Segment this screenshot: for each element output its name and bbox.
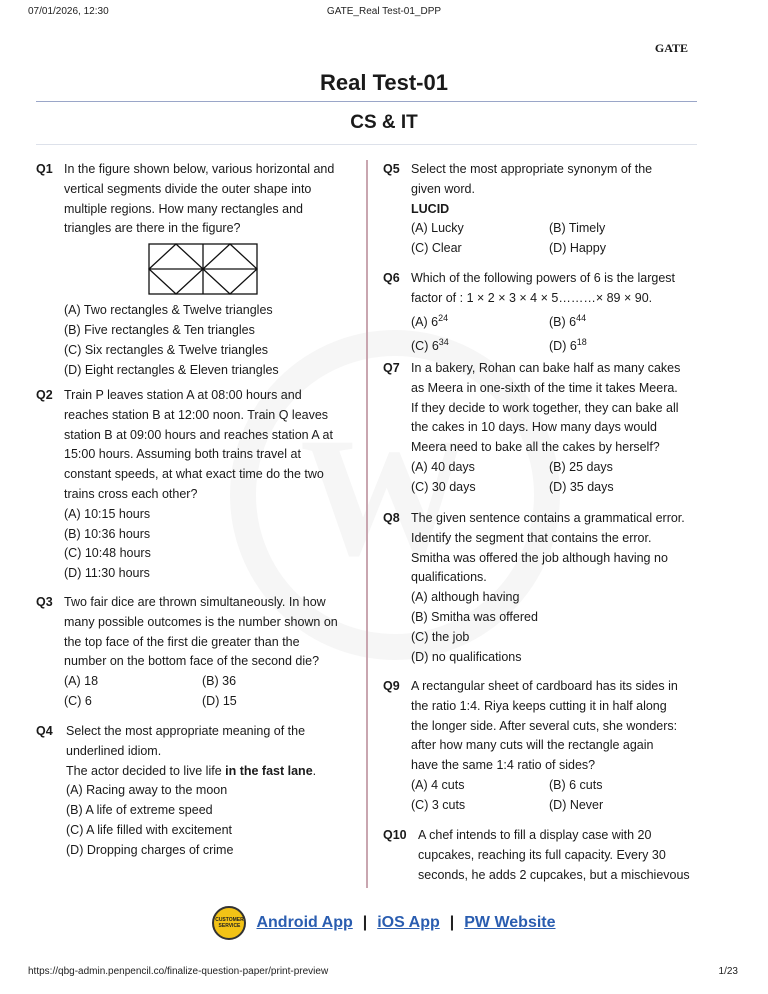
question-text-line: the top face of the first die greater than the — [64, 634, 300, 649]
question-text-line: many possible outcomes is the number shown on — [64, 614, 338, 629]
option: (D) Happy — [549, 241, 606, 256]
question-text-line: as Meera in one-sixth of the time it takes Meera. — [411, 380, 678, 395]
option: (A) although having — [411, 590, 520, 605]
page-subtitle: CS & IT — [350, 112, 418, 133]
question-text-line: constant speeds, at what exact time do the two — [64, 467, 324, 482]
ios-app-link[interactable]: iOS App — [377, 914, 440, 931]
option: (D) 15 — [202, 693, 237, 708]
sentence-text: The actor decided to live life — [66, 763, 226, 778]
question-text-line: factor of : 1 × 2 × 3 × 4 × 5………× 89 × 90. — [411, 290, 653, 305]
question-text-line: multiple regions. How many rectangles and — [64, 201, 304, 216]
question-number: Q10 — [383, 828, 407, 842]
option: (A) Racing away to the moon — [66, 783, 228, 798]
option-exponent: 18 — [576, 336, 587, 347]
question-text-line: Select the most appropriate synonym of the — [411, 162, 653, 176]
question-text-line: triangles are there in the figure? — [64, 221, 241, 236]
question-number: Q2 — [36, 388, 53, 402]
option — [549, 333, 649, 357]
option: (D) Dropping charges of crime — [66, 842, 234, 857]
pw-website-link[interactable]: PW Website — [464, 914, 556, 931]
question-text-line: station B at 09:00 hours and reaches station A at — [64, 427, 333, 442]
option: (B) 10:36 hours — [64, 526, 151, 541]
option: (C) the job — [411, 629, 470, 644]
option: (D) no qualifications — [411, 649, 522, 664]
column-divider — [366, 160, 368, 888]
question-text-line: Meera need to bake all the cakes by herself? — [411, 440, 660, 455]
question-text-line: seconds, he adds 2 cupcakes, but a mischievous — [418, 867, 690, 882]
option: (B) 36 — [202, 674, 237, 689]
question-text-line: trains cross each other? — [64, 486, 198, 501]
rectangle-triangle-figure — [148, 243, 258, 295]
question-number: Q4 — [36, 724, 53, 738]
title-divider — [36, 101, 697, 102]
option: (D) 35 days — [549, 479, 614, 494]
option-label: (C) 6 — [411, 338, 439, 353]
print-url: https://qbg-admin.penpencil.co/finalize-question-paper/print-preview — [28, 966, 329, 977]
option — [411, 309, 549, 333]
question-number: Q5 — [383, 162, 400, 176]
option: (A) 10:15 hours — [64, 506, 151, 521]
option-label: (A) 6 — [411, 314, 439, 329]
option: (B) Smitha was offered — [411, 609, 538, 624]
question-text-line: A chef intends to fill a display case with 20 — [418, 828, 652, 842]
question-text-line: underlined idiom. — [66, 743, 162, 758]
question-text-line: vertical segments divide the outer shape into — [64, 181, 312, 196]
question-text-line: Train P leaves station A at 08:00 hours and — [64, 388, 302, 402]
option: (B) 25 days — [549, 459, 613, 474]
option: (B) 6 cuts — [549, 777, 603, 792]
option: (C) Clear — [411, 241, 462, 256]
option: (A) Lucky — [411, 221, 464, 236]
question-text-line: the longer side. After several cuts, she wonders: — [411, 718, 678, 733]
idiom-sentence — [66, 762, 356, 782]
option: (B) Five rectangles & Ten triangles — [64, 322, 255, 337]
question-text-line: given word. — [411, 181, 475, 196]
question-number: Q9 — [383, 679, 400, 693]
question-text-line: In a bakery, Rohan can bake half as many cakes — [411, 361, 681, 375]
option: (C) 6 — [64, 693, 92, 708]
option-exponent: 44 — [576, 312, 587, 323]
print-datetime: 07/01/2026, 12:30 — [28, 6, 109, 17]
question-text-line: Identify the segment that contains the error. — [411, 530, 652, 545]
question-text-line: reaches station B at 12:00 noon. Train Q leaves — [64, 407, 329, 422]
given-word: LUCID — [411, 201, 450, 216]
question-text-line: Select the most appropriate meaning of the — [66, 724, 306, 738]
question-number: Q7 — [383, 361, 400, 375]
option-label: (B) 6 — [549, 314, 577, 329]
option — [549, 309, 649, 333]
question-number: Q6 — [383, 271, 400, 285]
question-text-line: have the same 1:4 ratio of sides? — [411, 758, 596, 773]
question-number: Q1 — [36, 162, 53, 176]
android-app-link[interactable]: Android App — [256, 914, 353, 931]
option: (C) Six rectangles & Twelve triangles — [64, 342, 269, 357]
question-text-line: Two fair dice are thrown simultaneously. In how — [64, 595, 326, 609]
option: (A) 18 — [64, 674, 99, 689]
question-text-line: A rectangular sheet of cardboard has its sides in — [411, 679, 678, 693]
link-separator: | — [449, 914, 455, 931]
question-text-line: 15:00 hours. Assuming both trains travel at — [64, 447, 301, 462]
question-text-line: number on the bottom face of the second die? — [64, 654, 320, 669]
link-separator: | — [362, 914, 368, 931]
question-text-line: If they decide to work together, they can bake all — [411, 400, 679, 415]
option-exponent: 24 — [438, 312, 449, 323]
subtitle-divider — [36, 144, 697, 145]
question-number: Q3 — [36, 595, 53, 609]
option: (C) 3 cuts — [411, 797, 466, 812]
app-links-footer — [0, 905, 768, 941]
option: (B) A life of extreme speed — [66, 803, 213, 818]
option: (D) Eight rectangles & Eleven triangles — [64, 362, 279, 377]
option-label: (D) 6 — [549, 338, 577, 353]
question-text-line: qualifications. — [411, 570, 487, 585]
question-text-line: after how many cuts will the rectangle again — [411, 738, 654, 753]
question-text-line: the ratio 1:4. Riya keeps cutting it in half along — [411, 698, 667, 713]
question-text-line: cupcakes, reaching its full capacity. Every 30 — [418, 847, 666, 862]
page-number: 1/23 — [718, 966, 738, 977]
sentence-period: . — [312, 763, 317, 778]
question-text-line: Which of the following powers of 6 is the largest — [411, 271, 676, 285]
question-text-line: The given sentence contains a grammatical error. — [411, 511, 685, 525]
option: (C) 30 days — [411, 479, 476, 494]
question-text-line: the cakes in 10 days. How many days would — [411, 420, 657, 435]
option: (C) 10:48 hours — [64, 546, 151, 561]
option: (A) Two rectangles & Twelve triangles — [64, 303, 273, 318]
option — [411, 333, 549, 357]
option-exponent: 34 — [438, 336, 449, 347]
option: (D) Never — [549, 797, 604, 812]
customer-service-icon[interactable]: CUSTOMER SERVICE — [212, 906, 246, 940]
option: (A) 4 cuts — [411, 777, 465, 792]
question-text-line: Smitha was offered the job although having no — [411, 550, 668, 565]
question-text-line: In the figure shown below, various horizontal and — [64, 162, 335, 176]
brand-label: GATE — [654, 41, 688, 55]
option: (C) A life filled with excitement — [66, 822, 233, 837]
page-title: Real Test-01 — [320, 70, 448, 95]
option: (A) 40 days — [411, 459, 475, 474]
underlined-idiom: in the fast lane — [225, 763, 313, 778]
print-doc-title: GATE_Real Test-01_DPP — [326, 6, 442, 17]
question-number: Q8 — [383, 511, 400, 525]
option: (B) Timely — [549, 221, 606, 236]
option: (D) 11:30 hours — [64, 566, 150, 581]
